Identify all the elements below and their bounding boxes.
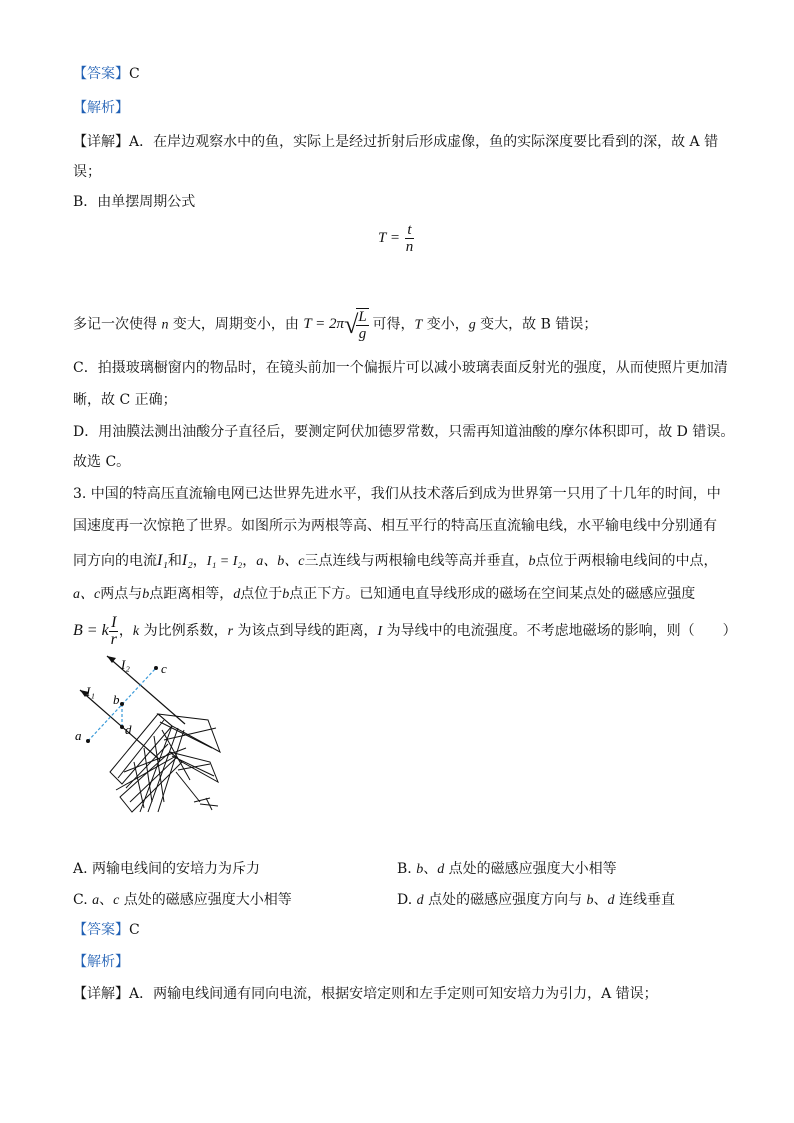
sym-I2: I₂ (181, 552, 193, 569)
b2-mid: 变大，周期变小，由 (168, 316, 299, 333)
q3-answer-line (73, 920, 140, 940)
b2-post1: 可得， (372, 316, 415, 333)
b2-g: g (468, 317, 476, 333)
formula1-lhs: T = (378, 229, 400, 246)
b2-pre: 多记一次使得 (73, 316, 162, 333)
b-text-1: B．由单摆周期公式 (73, 194, 196, 210)
b2-n: n (161, 317, 169, 333)
point-a (86, 739, 90, 743)
q3-l4c: 点位于 (240, 586, 283, 602)
q3-l5c: 为该点到导线的距离， (233, 623, 378, 639)
label-d: d (125, 722, 132, 737)
b-formula-fraction (109, 615, 119, 648)
opt-b-pre: B. (397, 861, 417, 877)
sym-b: b (528, 554, 536, 569)
sym-d: d (233, 587, 241, 602)
point-b (120, 702, 124, 706)
detail-a-line1 (73, 132, 718, 152)
label-a: a (75, 728, 82, 743)
formula2-lhs: T = 2π (303, 316, 345, 333)
opt-d-post: 连线垂直 (614, 892, 675, 908)
c-text-2: 晰，故 C 正确； (73, 392, 177, 408)
formula1-fraction (404, 222, 416, 255)
wire-i2 (107, 656, 185, 724)
opt-d-pre: D. (397, 892, 417, 908)
point-c (154, 666, 158, 670)
formula2-den: g (358, 326, 367, 342)
q3-l5I: I (377, 624, 383, 639)
q3-l5b: 为比例系数， (139, 623, 228, 639)
label-b: b (113, 692, 120, 707)
q3-l5a: ， (118, 623, 133, 639)
b-text-2 (73, 308, 597, 342)
answer-value: C (129, 66, 140, 82)
label-I2: I₂ (121, 657, 130, 672)
b2-post3: 变大，故 B 错误； (475, 316, 598, 333)
q3-line1: 3. 中国的特高压直流输电网已达世界先进水平，我们从技术落后到成为世界第一只用了十几年的时间，中 (73, 486, 721, 502)
a-text-2: 误； (73, 164, 101, 180)
q3-answer-value: C (129, 922, 140, 938)
q3-l4d: 点正下方。已知通电直导线形成的磁场在空间某点处的磁感应强度 (289, 586, 696, 602)
q3-l4b: 点距离相等， (149, 586, 234, 602)
b2-T: T (414, 317, 423, 333)
q3-line4 (73, 584, 695, 605)
b-formula-den: r (110, 630, 117, 648)
q3-l3a: 同方向的电流 (73, 553, 157, 569)
q3-l5d: 为导线中的电流强度。不考虑地磁场的影响，则（ ） (382, 623, 737, 639)
opt-c-mid: 、 (99, 892, 114, 908)
opt-c-it2: c (113, 893, 120, 908)
option-c (73, 889, 292, 909)
opt-d-mid: 点处的磁感应强度方向与 (423, 892, 587, 908)
sym-ac: a、c (73, 587, 101, 602)
power-line-figure (60, 652, 240, 822)
b-formula-num: I (111, 613, 117, 631)
opt-c-pre: C. (73, 892, 93, 908)
opt-d-it: d (416, 893, 424, 908)
opt-d-it2: b (586, 893, 594, 908)
label-I1: I₁ (86, 684, 95, 699)
detail-tag: 【详解】 (73, 134, 129, 150)
c-text-1: C．拍摄玻璃橱窗内的物品时，在镜头前加一个偏振片可以减小玻璃表面反射光的强度，从而使照片更加清 (73, 360, 728, 376)
formula2-fraction (356, 308, 368, 342)
period-formula-2 (303, 309, 372, 342)
q3-detail-tag: 【详解】 (73, 986, 129, 1002)
a-text-1: A．在岸边观察水中的鱼，实际上是经过折射后形成虚像，鱼的实际深度要比看到的深，故 A 错 (129, 134, 719, 150)
opt-b-it2: d (437, 862, 445, 877)
q3-l5k: k (132, 624, 140, 639)
point-d (120, 725, 124, 729)
sqrt-sign-icon: √ (344, 310, 359, 339)
option-b (397, 858, 617, 878)
option-a: A. 两输电线间的安培力为斥力 (73, 861, 261, 877)
q3-line3 (73, 548, 718, 575)
d-text-1: D．用油膜法测出油酸分子直径后，要测定阿伏加德罗常数，只需再知道油酸的摩尔体积即可，故 D 错误。 (73, 424, 735, 440)
period-formula-1 (378, 222, 415, 255)
q3-l3d: ， (242, 553, 257, 569)
b2-post2: 变小， (422, 316, 469, 333)
opt-c-it: a (92, 893, 100, 908)
answer-tag: 【答案】 (73, 66, 129, 82)
b-formula (73, 613, 119, 648)
opt-c-post: 点处的磁感应强度大小相等 (119, 892, 292, 908)
q3-l3c: ， (192, 553, 207, 569)
formula2-num: L (358, 309, 367, 325)
q3-detail-line (73, 984, 658, 1004)
q3-l3f: 点位于两根输电线间的中点， (535, 553, 718, 569)
option-d (397, 889, 675, 909)
answer-line (73, 64, 140, 84)
q3-l3b: 和 (167, 553, 182, 569)
d-text-2: 故选 C。 (73, 454, 131, 470)
wire-i1 (80, 690, 160, 760)
formula1-den: n (405, 239, 414, 255)
q3-detail-text: A．两输电线间通有同向电流，根据安培定则和左手定则可知安培力为引力，A 错误； (129, 986, 658, 1002)
q3-l3e: 三点连线与两根输电线等高并垂直， (304, 553, 529, 569)
q3-answer-tag: 【答案】 (73, 922, 129, 938)
q3-l4a: 两点与 (100, 586, 143, 602)
sym-I1: I₁ (157, 552, 168, 569)
opt-b-it: b (416, 862, 424, 877)
sym-eq: I₁ = I₂ (206, 554, 243, 569)
b-formula-lhs: B = k (73, 622, 109, 639)
q3-line5 (73, 614, 737, 649)
opt-b-mid: 、 (423, 861, 438, 877)
opt-d-it3: d (607, 893, 615, 908)
q3-analysis-tag: 【解析】 (73, 954, 129, 970)
sym-abc: a、b、c (256, 554, 305, 569)
label-c: c (161, 661, 167, 676)
formula1-num: t (407, 222, 412, 238)
analysis-tag: 【解析】 (73, 100, 129, 116)
q3-line2: 国速度再一次惊艳了世界。如图所示为两根等高、相互平行的特高压直流输电线，水平输电线中分别通有 (73, 518, 717, 534)
q3-l5r: r (227, 624, 234, 639)
sym-b3: b (282, 587, 290, 602)
opt-d-mid2: 、 (593, 892, 608, 908)
sym-b2: b (142, 587, 150, 602)
opt-b-post: 点处的磁感应强度大小相等 (444, 861, 617, 877)
